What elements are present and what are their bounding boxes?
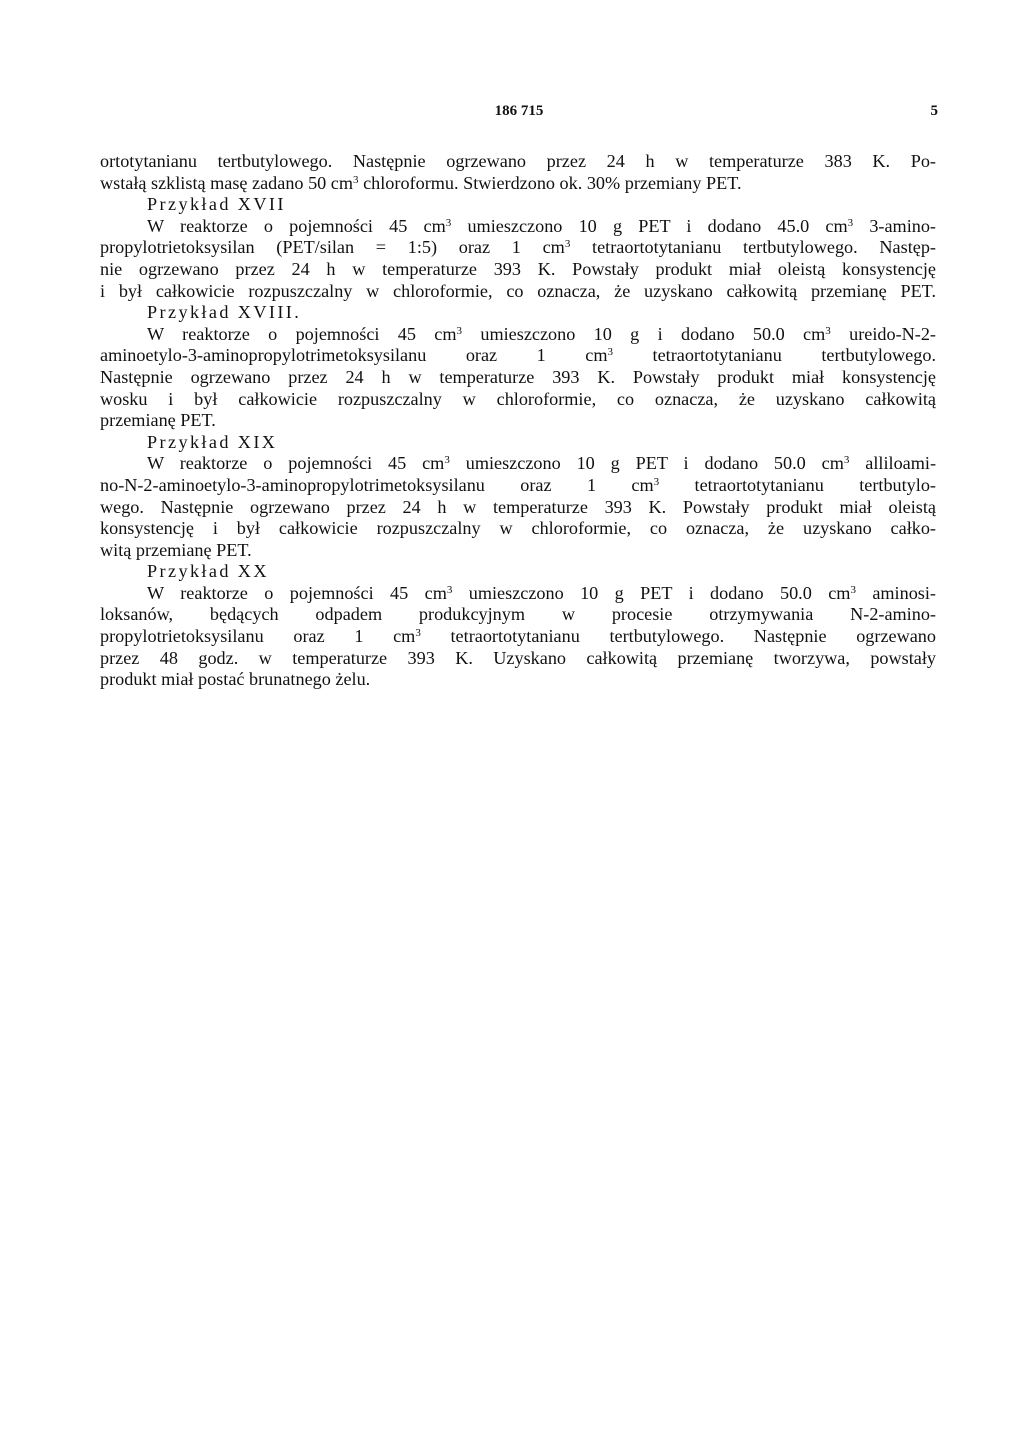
text-line: wstałą szklistą masę zadano 50 $cm^3$ chloroformu. Stwierdzono ok. 30% przemiany PET.: [100, 172, 742, 193]
text-line: propylotrietoksysilanu oraz 1 $cm^3$ tetraortotytanianu tertbutylowego. Następnie ogrzewano: [100, 626, 936, 647]
text-line: witą przemianę PET.: [100, 539, 252, 560]
text-line: przez 48 godz. w temperaturze 393 K. Uzyskano całkowitą przemianę tworzywa, powstały: [100, 647, 936, 668]
page-number: 5: [930, 103, 938, 119]
text-line: przemianę PET.: [100, 410, 216, 431]
text-line: produkt miał postać brunatnego żelu.: [100, 669, 371, 690]
text-line: wego. Następnie ogrzewano przez 24 h w temperaturze 393 K. Powstały produkt miał oleistą: [100, 496, 936, 517]
text-line: W reaktorze o pojemności 45 $cm^3$ umieszczono 10 g PET i dodano 45.0 $cm^3$ 3-amino-: [147, 215, 936, 236]
text-line: konsystencję i był całkowicie rozpuszczalny w chloroformie, co oznacza, że uzyskano całko-: [100, 518, 936, 539]
example-heading-xx: Przykład XX: [147, 561, 269, 582]
text-line: i był całkowicie rozpuszczalny w chloroformie, co oznacza, że uzyskano całkowitą przemianę PET.: [100, 280, 936, 301]
text-line: aminoetylo-3-aminopropylotrimetoksysilanu oraz 1 $cm^3$ tetraortotytanianu tertbutylowego.: [100, 345, 936, 366]
text-line: loksanów, będących odpadem produkcyjnym w procesie otrzymywania N-2-amino-: [100, 604, 936, 625]
text-line: nie ogrzewano przez 24 h w temperaturze 393 K. Powstały produkt miał oleistą konsystencję: [100, 258, 936, 279]
patent-number: 186 715: [494, 103, 544, 119]
text-line: wosku i był całkowicie rozpuszczalny w chloroformie, co oznacza, że uzyskano całkowitą: [100, 388, 936, 409]
text-line: no-N-2-aminoetylo-3-aminopropylotrimetoksysilanu oraz 1 $cm^3$ tetraortotytanianu tertbutylo-: [100, 474, 936, 495]
example-heading-xvii: Przykład XVII: [147, 194, 286, 215]
text-line: W reaktorze o pojemności 45 $cm^3$ umieszczono 10 g i dodano 50.0 $cm^3$ ureido-N-2-: [147, 323, 936, 344]
body-text: [100, 151, 936, 691]
example-heading-xix: Przykład XIX: [147, 431, 278, 452]
text-line: Następnie ogrzewano przez 24 h w temperaturze 393 K. Powstały produkt miał konsystencję: [100, 366, 936, 387]
text-line: propylotrietoksysilan (PET/silan = 1:5) oraz 1 $cm^3$ tetraortotytanianu tertbutylowego. Następ-: [100, 237, 936, 258]
text-line: W reaktorze o pojemności 45 $cm^3$ umieszczono 10 g PET i dodano 50.0 $cm^3$ aminosi-: [147, 582, 936, 603]
page-header: [100, 103, 938, 127]
text-line: W reaktorze o pojemności 45 $cm^3$ umieszczono 10 g PET i dodano 50.0 $cm^3$ alliloami-: [147, 453, 936, 474]
text-line: ortotytanianu tertbutylowego. Następnie ogrzewano przez 24 h w temperaturze 383 K. Po-: [100, 151, 936, 171]
example-heading-xviii: Przykład XVIII.: [147, 302, 302, 323]
